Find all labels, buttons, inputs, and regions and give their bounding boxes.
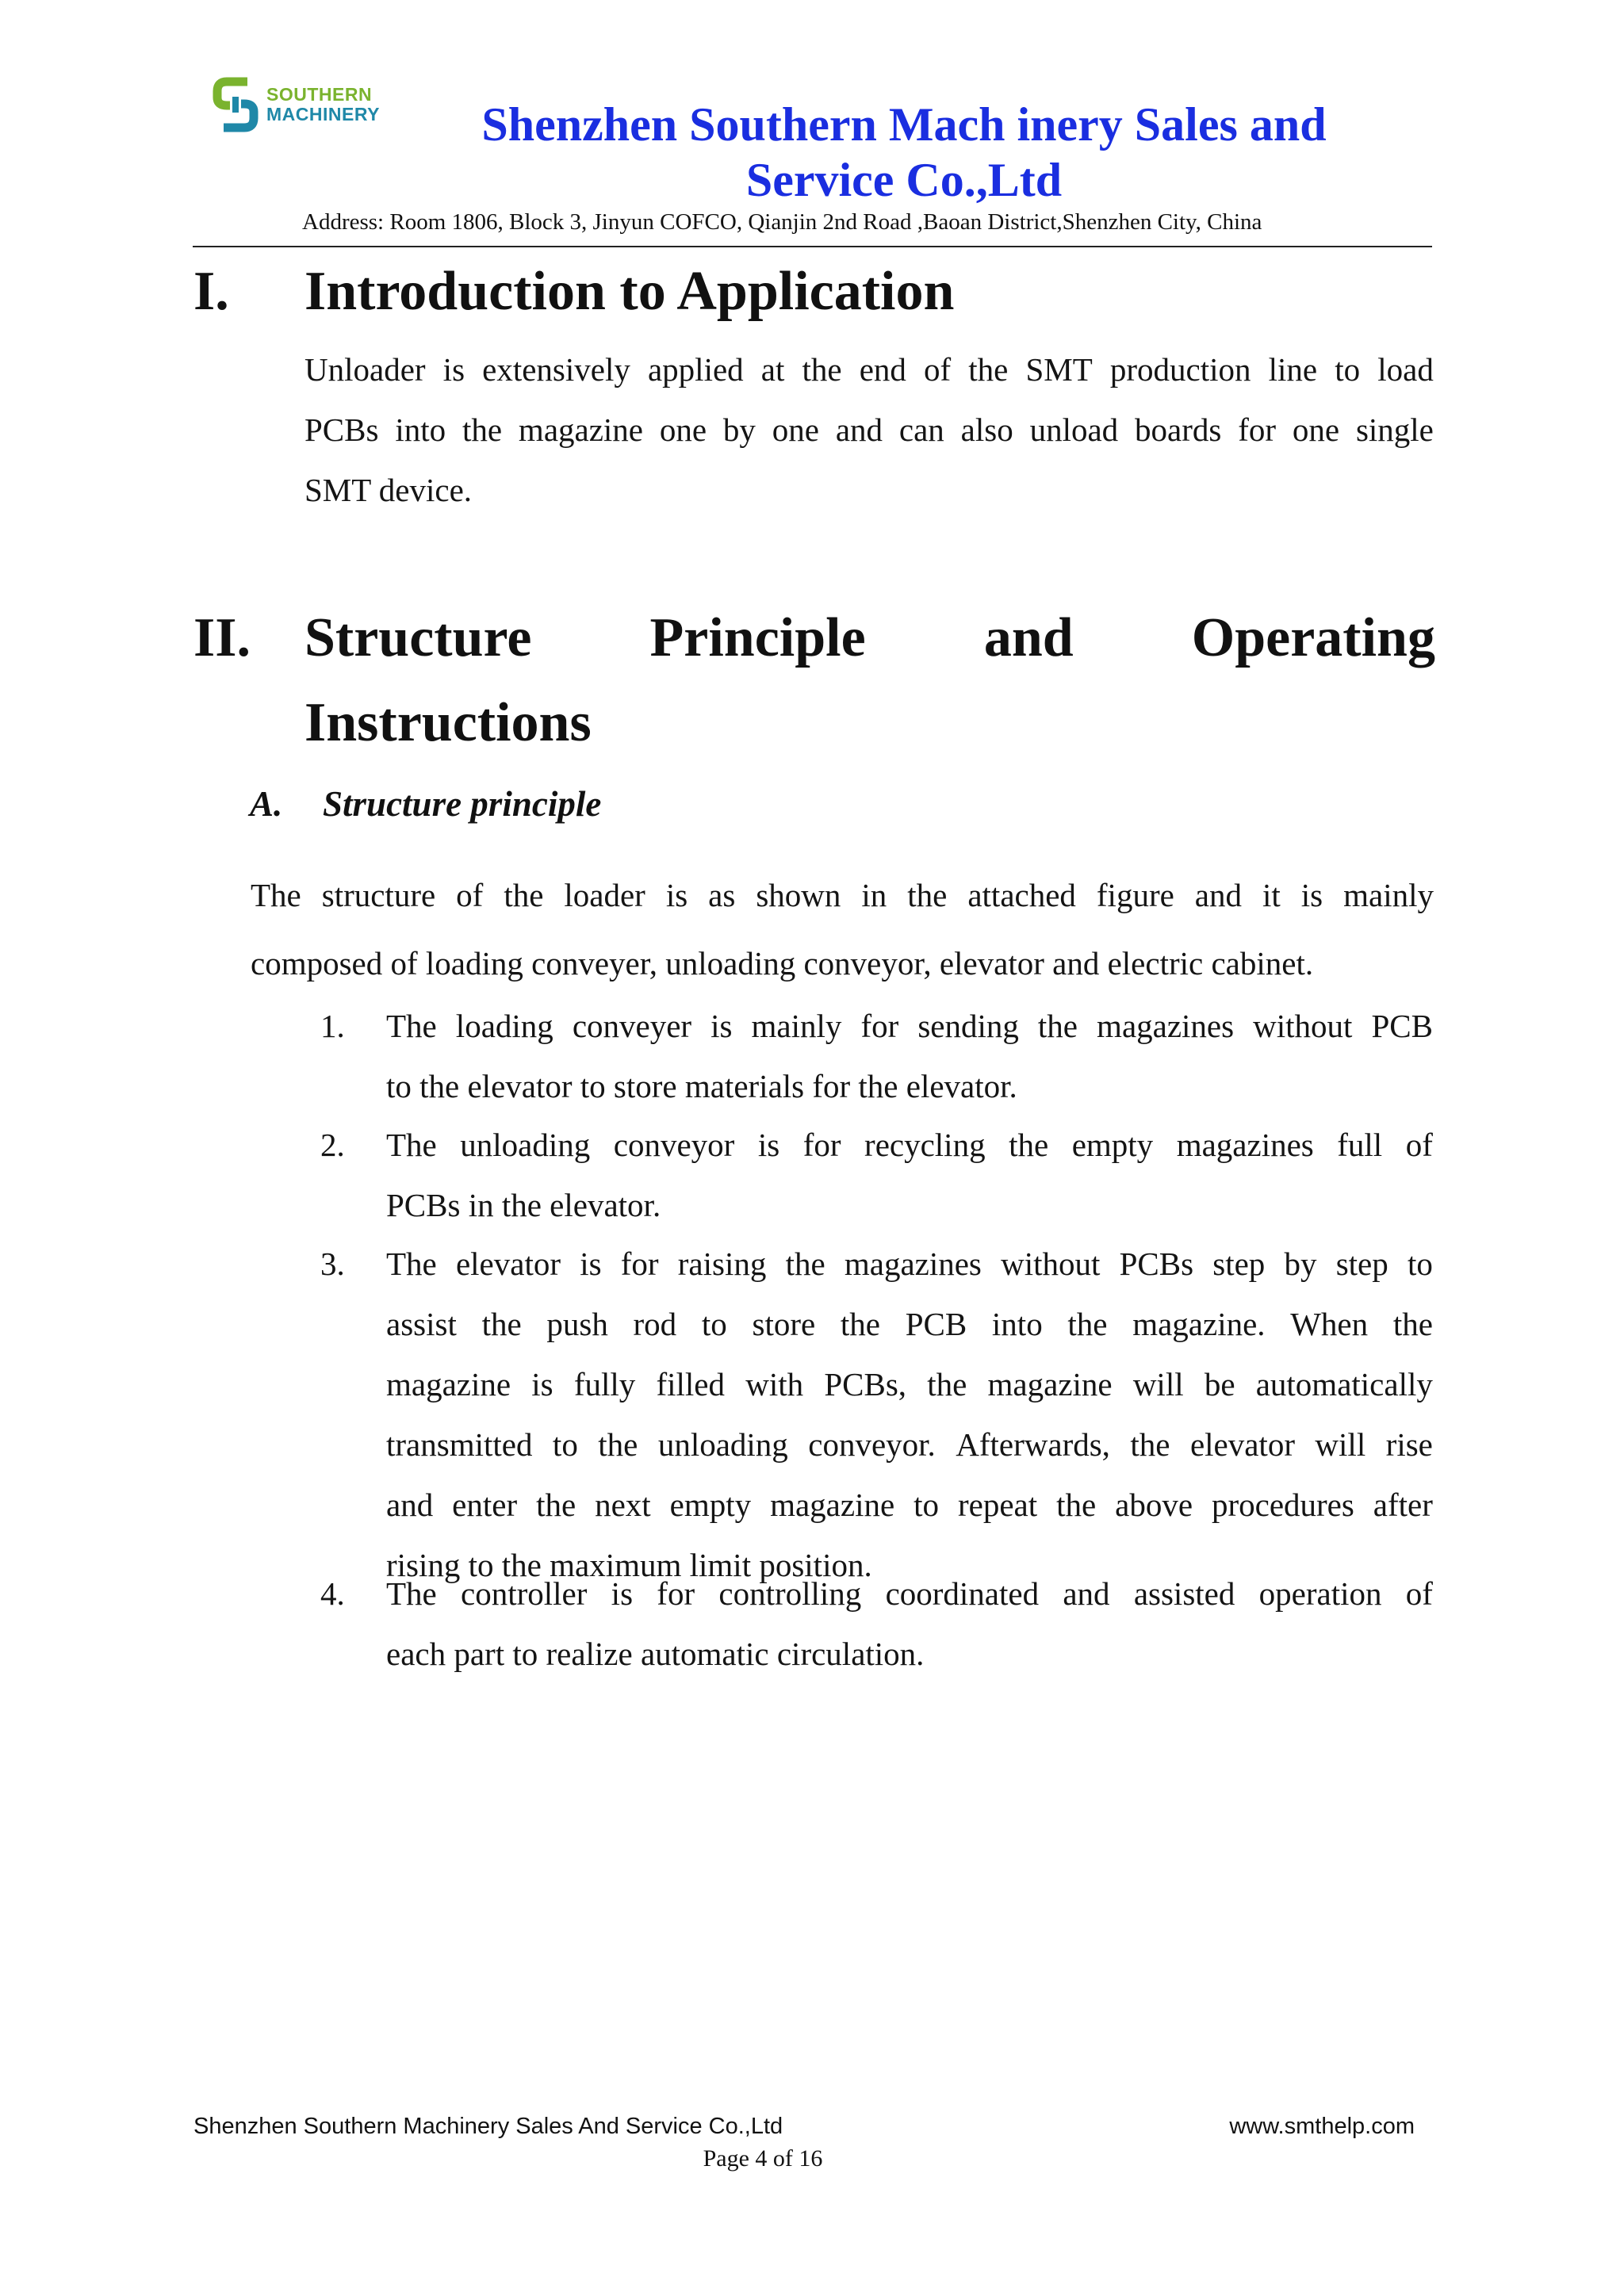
word: figure: [1096, 877, 1174, 913]
word: fully: [573, 1366, 636, 1402]
list-item-text: [386, 1563, 1433, 1684]
word: also: [960, 411, 1013, 448]
word: the: [907, 877, 948, 913]
word: conveyor: [613, 1127, 735, 1163]
word: the: [1067, 1306, 1108, 1342]
word: at: [760, 351, 785, 388]
word: PCBs: [1119, 1246, 1194, 1282]
word: the: [1009, 1127, 1049, 1163]
word: The: [386, 1575, 437, 1612]
word: unload: [1029, 411, 1119, 448]
section-2-title: [304, 607, 1435, 670]
list-item-line: [386, 1115, 1433, 1175]
word: magazine: [770, 1487, 895, 1523]
list-item-number: 3.: [320, 1246, 345, 1282]
word: to: [1335, 351, 1361, 388]
word: be: [1204, 1366, 1235, 1402]
word: magazines: [844, 1246, 982, 1282]
word: one: [659, 411, 707, 448]
paragraph-line: SMT device.: [304, 472, 473, 508]
word: and: [835, 411, 883, 448]
list-item-line: to the elevator to store materials for the elevator.: [386, 1068, 1017, 1104]
word: the: [1392, 1306, 1433, 1342]
title-word: Principle: [649, 607, 866, 668]
word: of: [1405, 1127, 1433, 1163]
word: is: [710, 1008, 733, 1044]
word: empty: [669, 1487, 752, 1523]
word: for: [657, 1575, 695, 1612]
word: Unloader: [304, 351, 426, 388]
word: unloading: [657, 1426, 788, 1463]
word: line: [1268, 351, 1318, 388]
word: to: [552, 1426, 578, 1463]
word: will: [1132, 1366, 1184, 1402]
word: one: [1292, 411, 1340, 448]
word: conveyer: [572, 1008, 692, 1044]
word: single: [1355, 411, 1434, 448]
paragraph-line: [304, 339, 1434, 400]
word: PCBs,: [824, 1366, 907, 1402]
title-word: Operating: [1191, 607, 1435, 668]
word: controlling: [718, 1575, 862, 1612]
word: SMT: [1025, 351, 1093, 388]
logo-line-2: MACHINERY: [266, 104, 380, 124]
word: PCB: [1371, 1008, 1433, 1044]
word: magazines: [1176, 1127, 1314, 1163]
word: the: [598, 1426, 638, 1463]
title-word: Structure: [304, 607, 532, 668]
word: in: [861, 877, 887, 913]
word: the: [462, 411, 503, 448]
word: is: [531, 1366, 553, 1402]
word: the: [1130, 1426, 1170, 1463]
list-item-text: [386, 1234, 1433, 1595]
word: and: [1194, 877, 1242, 913]
word: magazine: [386, 1366, 511, 1402]
word: as: [708, 877, 736, 913]
word: the: [1037, 1008, 1078, 1044]
word: coordinated: [885, 1575, 1040, 1612]
word: sending: [917, 1008, 1019, 1044]
word: raising: [677, 1246, 767, 1282]
word: The: [251, 877, 301, 913]
word: one: [772, 411, 819, 448]
word: and: [386, 1487, 434, 1523]
word: magazines: [1097, 1008, 1235, 1044]
word: by: [722, 411, 756, 448]
word: for: [1238, 411, 1277, 448]
word: the: [802, 351, 842, 388]
word: step: [1212, 1246, 1266, 1282]
word: magazine: [987, 1366, 1113, 1402]
word: repeat: [957, 1487, 1038, 1523]
word: When: [1290, 1306, 1369, 1342]
list-item-number: 4.: [320, 1575, 345, 1612]
page-number: Page 4 of 16: [703, 2145, 823, 2172]
word: and: [1063, 1575, 1110, 1612]
word: by: [1284, 1246, 1317, 1282]
word: attached: [967, 877, 1076, 913]
word: structure: [321, 877, 436, 913]
word: step: [1335, 1246, 1388, 1282]
company-title-line-1: Shenzhen Southern Mach inery Sales and: [481, 98, 1327, 151]
paragraph-line: [251, 861, 1434, 929]
company-title-line-2: Service Co.,Ltd: [745, 154, 1063, 206]
word: the: [785, 1246, 825, 1282]
word: above: [1115, 1487, 1193, 1523]
word: the: [536, 1487, 576, 1523]
word: the: [1056, 1487, 1097, 1523]
word: boards: [1135, 411, 1222, 448]
word: is: [665, 877, 688, 913]
logo-mark-icon: [213, 77, 259, 132]
list-item-line: PCBs in the elevator.: [386, 1187, 661, 1223]
word: operation: [1258, 1575, 1382, 1612]
word: is: [757, 1127, 780, 1163]
word: into: [991, 1306, 1043, 1342]
word: the: [504, 877, 544, 913]
word: The: [386, 1127, 437, 1163]
word: elevator: [1189, 1426, 1295, 1463]
list-item-number: 2.: [320, 1127, 345, 1163]
word: recycling: [864, 1127, 986, 1163]
word: is: [611, 1575, 634, 1612]
word: assist: [386, 1306, 457, 1342]
list-item-line: [386, 1294, 1433, 1354]
word: shown: [756, 877, 841, 913]
list-item-line: each part to realize automatic circulation.: [386, 1636, 925, 1672]
paragraph-line: composed of loading conveyer, unloading conveyor, elevator and electric cabinet.: [251, 945, 1314, 982]
word: it: [1262, 877, 1281, 913]
word: into: [395, 411, 446, 448]
word: automatically: [1255, 1366, 1433, 1402]
logo-line-1: SOUTHERN: [266, 84, 373, 105]
section-2-title-line-2: Instructions: [304, 692, 592, 753]
word: filled: [656, 1366, 726, 1402]
word: production: [1109, 351, 1251, 388]
word: assisted: [1133, 1575, 1235, 1612]
header-divider: [193, 246, 1432, 247]
company-title: [444, 97, 1364, 208]
word: magazine.: [1132, 1306, 1266, 1342]
word: to: [1407, 1246, 1433, 1282]
word: without: [1001, 1246, 1101, 1282]
word: of: [924, 351, 952, 388]
word: to: [701, 1306, 727, 1342]
list-item-line: rising to the maximum limit position.: [386, 1547, 872, 1583]
word: The: [386, 1008, 437, 1044]
word: loading: [455, 1008, 553, 1044]
list-item-line: [386, 996, 1433, 1056]
footer-company: Shenzhen Southern Machinery Sales And Service Co.,Ltd: [193, 2114, 783, 2139]
word: PCB: [905, 1306, 967, 1342]
word: for: [802, 1127, 841, 1163]
section-2-intro: [251, 861, 1434, 997]
word: rise: [1385, 1426, 1433, 1463]
list-item-text: [386, 996, 1433, 1116]
word: the: [927, 1366, 967, 1402]
word: the: [840, 1306, 880, 1342]
section-1-number: I.: [193, 261, 229, 322]
list-item-number: 1.: [320, 1008, 345, 1044]
word: load: [1377, 351, 1434, 388]
word: transmitted: [386, 1426, 533, 1463]
word: after: [1373, 1487, 1433, 1523]
word: for: [860, 1008, 899, 1044]
subsection-number: A.: [250, 784, 283, 824]
list-item-line: [386, 1234, 1433, 1294]
logo-wordmark: [266, 85, 380, 124]
word: The: [386, 1246, 437, 1282]
word: loader: [564, 877, 645, 913]
word: for: [620, 1246, 659, 1282]
word: full: [1337, 1127, 1383, 1163]
word: with: [745, 1366, 804, 1402]
list-item-line: [386, 1563, 1433, 1624]
word: applied: [647, 351, 744, 388]
word: end: [859, 351, 906, 388]
subsection-title: Structure principle: [323, 784, 602, 824]
word: is: [442, 351, 465, 388]
word: unloading: [460, 1127, 591, 1163]
word: push: [546, 1306, 608, 1342]
word: to: [914, 1487, 940, 1523]
word: PCBs: [304, 411, 379, 448]
word: mainly: [751, 1008, 842, 1044]
word: enter: [452, 1487, 518, 1523]
word: the: [481, 1306, 522, 1342]
section-2-number: II.: [193, 607, 251, 668]
list-item-line: [386, 1414, 1433, 1475]
list-item-text: [386, 1115, 1433, 1235]
paragraph-line: [304, 400, 1434, 460]
list-item-line: [386, 1354, 1433, 1414]
word: will: [1315, 1426, 1366, 1463]
section-1-title: Introduction to Application: [304, 261, 955, 322]
footer-website[interactable]: www.smthelp.com: [1229, 2114, 1415, 2139]
company-address: Address: Room 1806, Block 3, Jinyun COFCO, Qianjin 2nd Road ,Baoan District,Shenzhen City, China: [302, 209, 1262, 235]
word: empty: [1071, 1127, 1154, 1163]
word: elevator: [455, 1246, 561, 1282]
word: store: [752, 1306, 816, 1342]
word: without: [1253, 1008, 1353, 1044]
word: is: [580, 1246, 602, 1282]
title-word: and: [983, 607, 1074, 668]
word: can: [898, 411, 944, 448]
list-item-line: [386, 1475, 1433, 1535]
word: rod: [633, 1306, 677, 1342]
word: magazine: [518, 411, 643, 448]
word: of: [1405, 1575, 1433, 1612]
word: is: [1300, 877, 1323, 913]
word: the: [968, 351, 1009, 388]
word: conveyor.: [808, 1426, 936, 1463]
word: of: [456, 877, 484, 913]
word: controller: [461, 1575, 588, 1612]
word: procedures: [1211, 1487, 1354, 1523]
word: Afterwards,: [956, 1426, 1110, 1463]
word: next: [595, 1487, 651, 1523]
section-1-paragraph: [304, 339, 1434, 520]
word: extensively: [482, 351, 630, 388]
word: mainly: [1343, 877, 1434, 913]
company-logo: [213, 73, 380, 136]
section-2-title-line-1: [304, 607, 1435, 670]
